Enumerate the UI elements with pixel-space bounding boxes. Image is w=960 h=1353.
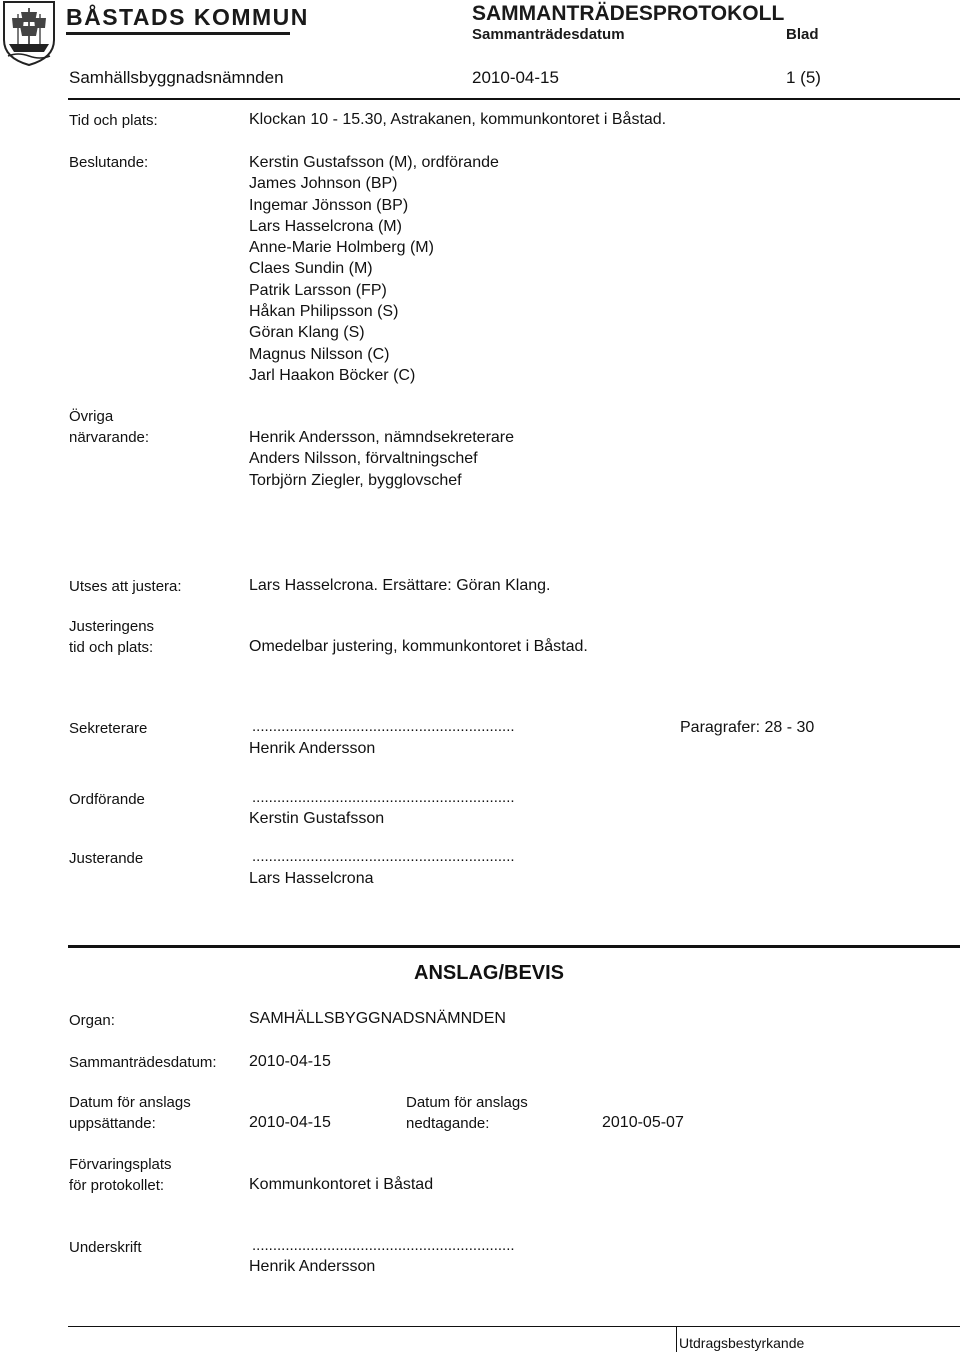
meeting-date: 2010-04-15 — [472, 68, 559, 87]
adjusting-member-name: Lars Hasselcrona — [249, 870, 374, 887]
list-item: Henrik Andersson, nämndsekreterare — [249, 429, 515, 446]
adjust-time-value: Omedelbar justering, kommunkontoret i Båstad. — [249, 638, 588, 655]
list-item: Jarl Haakon Böcker (C) — [249, 366, 416, 384]
others-label-line-2: närvarande: — [69, 429, 150, 446]
page-column-label: Blad — [786, 26, 819, 43]
chair-label: Ordförande — [69, 791, 145, 808]
others-list — [249, 427, 514, 491]
decision-makers-label: Beslutande: — [69, 154, 149, 171]
list-item: Anne-Marie Holmberg (M) — [249, 239, 434, 257]
adjusting-member-signature-line: ............................................................... — [252, 848, 515, 865]
list-item: Kerstin Gustafsson (M), ordförande — [249, 154, 499, 171]
decision-makers-list — [249, 152, 499, 386]
time-place-label: Tid och plats: — [69, 112, 158, 129]
others-label-line-1: Övriga — [69, 408, 114, 425]
posted-label-line-2: uppsättande: — [69, 1115, 156, 1132]
list-item: Lars Hasselcrona (M) — [249, 217, 402, 235]
adjuster-label: Utses att justera: — [69, 578, 182, 595]
date-column-label: Sammanträdesdatum — [472, 26, 625, 43]
organ-value: SAMHÄLLSBYGGNADSNÄMNDEN — [249, 1010, 506, 1027]
signature-name: Henrik Andersson — [249, 1258, 376, 1275]
adjust-time-label-line-1: Justeringens — [69, 618, 155, 635]
list-item: Claes Sundin (M) — [249, 260, 373, 278]
meeting-date-label: Sammanträdesdatum: — [69, 1054, 217, 1071]
list-item: Göran Klang (S) — [249, 324, 365, 342]
list-item: James Johnson (BP) — [249, 175, 398, 193]
secretary-name: Henrik Andersson — [249, 740, 376, 757]
secretary-label: Sekreterare — [69, 720, 148, 737]
organ-label: Organ: — [69, 1012, 115, 1029]
meeting-date-value: 2010-04-15 — [249, 1053, 331, 1070]
extract-label: Utdragsbestyrkande — [679, 1335, 805, 1351]
adjust-time-label-line-2: tid och plats: — [69, 639, 154, 656]
posted-date: 2010-04-15 — [249, 1114, 331, 1131]
notice-title: ANSLAG/BEVIS — [414, 962, 565, 984]
time-place-value: Klockan 10 - 15.30, Astrakanen, kommunkontoret i Båstad. — [249, 111, 667, 128]
adjusting-member-label: Justerande — [69, 850, 144, 867]
posted-label-line-1: Datum för anslags — [69, 1094, 191, 1111]
storage-label-line-2: för protokollet: — [69, 1177, 165, 1194]
list-item: Håkan Philipsson (S) — [249, 303, 399, 321]
adjuster-value: Lars Hasselcrona. Ersättare: Göran Klang. — [249, 577, 551, 594]
removed-date: 2010-05-07 — [602, 1114, 684, 1131]
signature-line: ............................................................... — [252, 1237, 515, 1254]
organization-name: BÅSTADS KOMMUN — [66, 4, 309, 30]
committee-name: Samhällsbyggnadsnämnden — [69, 68, 284, 87]
chair-name: Kerstin Gustafsson — [249, 810, 385, 827]
document-type: SAMMANTRÄDESPROTOKOLL — [472, 2, 785, 25]
signature-label: Underskrift — [69, 1239, 142, 1256]
list-item: Torbjörn Ziegler, bygglovschef — [249, 471, 462, 489]
notice-divider — [68, 945, 960, 948]
removed-label-line-1: Datum för anslags — [406, 1094, 528, 1111]
paragraphs-range: Paragrafer: 28 - 30 — [680, 719, 815, 736]
list-item: Ingemar Jönsson (BP) — [249, 196, 409, 214]
chair-signature-line: ............................................................... — [252, 789, 515, 806]
organization-underline — [66, 32, 290, 35]
secretary-signature-line: ............................................................... — [252, 718, 515, 735]
list-item: Anders Nilsson, förvaltningschef — [249, 450, 478, 468]
page-number: 1 (5) — [786, 68, 821, 87]
storage-value: Kommunkontoret i Båstad — [249, 1176, 434, 1193]
storage-label-line-1: Förvaringsplats — [69, 1156, 172, 1173]
list-item: Patrik Larsson (FP) — [249, 281, 387, 299]
removed-label-line-2: nedtagande: — [406, 1115, 490, 1132]
municipality-crest-icon — [0, 0, 58, 66]
header-divider — [68, 98, 960, 100]
list-item: Magnus Nilsson (C) — [249, 345, 390, 363]
